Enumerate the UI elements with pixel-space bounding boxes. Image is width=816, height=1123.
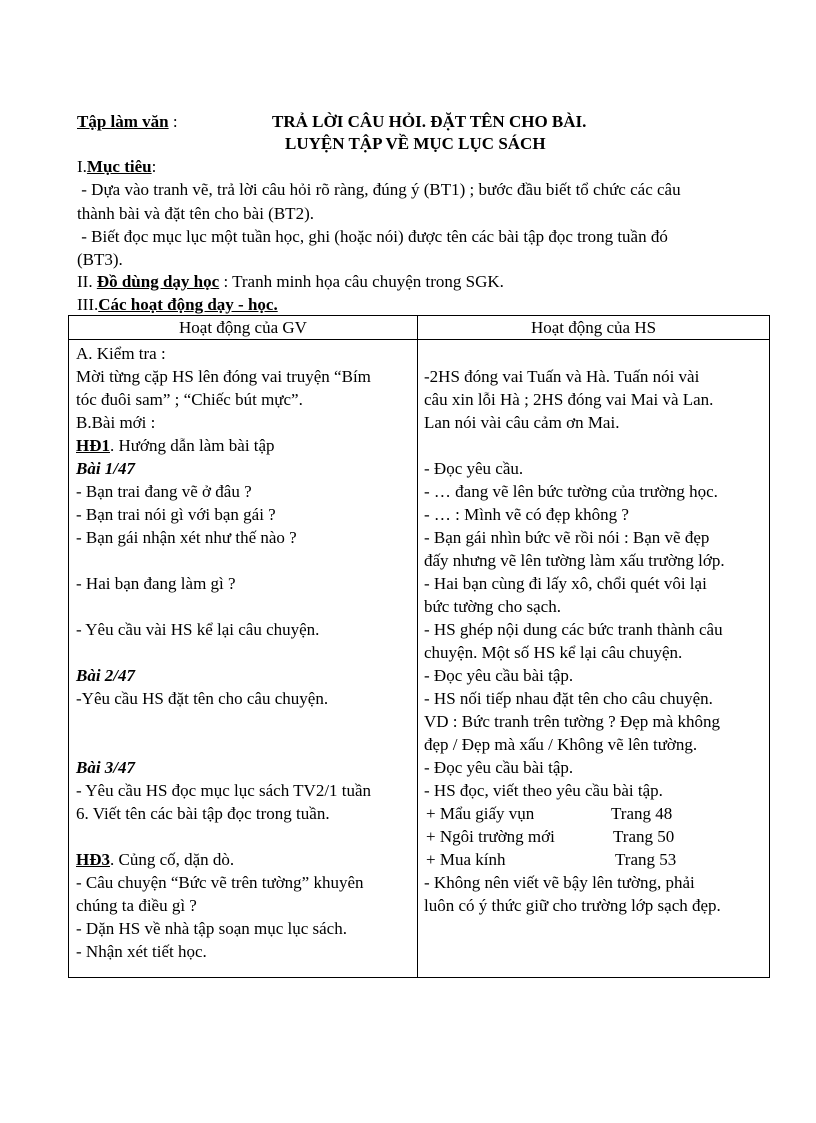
gv-q6: -Yêu cầu HS đặt tên cho câu chuyện. (76, 689, 329, 708)
hs-r8-vd-line2: đẹp / Đẹp mà xấu / Không vẽ lên tường. (424, 735, 698, 754)
objective-line-1: - Dựa vào tranh vẽ, trả lời câu hỏi rõ ràng, đúng ý (BT1) ; bước đầu biết tổ chức các câu (77, 180, 681, 199)
toc-page: Trang 53 (615, 850, 677, 869)
hs-r6-line1: - HS ghép nội dung các bức tranh thành câu (424, 620, 723, 639)
gv-hd1-label: HĐ1 (76, 436, 110, 455)
gv-q2: - Bạn trai nói gì với bạn gái ? (76, 505, 276, 524)
hs-r6-line2: chuyện. Một số HS kể lại câu chuyện. (424, 643, 683, 662)
objective-line-3: - Biết đọc mục lục một tuần học, ghi (hoặc nói) được tên các bài tập đọc trong tuần đó (77, 227, 668, 246)
hs-a-line2: câu xin lỗi Hà ; 2HS đóng vai Mai và Lan. (424, 390, 714, 409)
objectives-title: Mục tiêu (86, 157, 152, 176)
hs-r9: - Đọc yêu cầu bài tập. (424, 758, 574, 777)
toc-title: Mua kính (439, 850, 506, 869)
gv-q7-line1: - Yêu cầu HS đọc mục lục sách TV2/1 tuần (76, 781, 372, 800)
toc-entry (426, 849, 505, 871)
objective-line-4: (BT3). (77, 250, 123, 269)
hs-r2: - … đang vẽ lên bức tường của trường học. (424, 482, 718, 501)
hs-r11-line1: - Không nên viết vẽ bậy lên tường, phải (424, 873, 695, 892)
hs-r4-line1: - Bạn gái nhìn bức vẽ rồi nói : Bạn vẽ đẹp (424, 528, 710, 547)
gv-hd3 (76, 849, 234, 871)
lesson-activities-table (68, 315, 770, 978)
gv-b-baimoi: B.Bài mới : (76, 413, 156, 432)
lesson-title-line1: TRẢ LỜI CÂU HỎI. ĐẶT TÊN CHO BÀI. (272, 112, 587, 131)
materials-text: : Tranh minh họa câu chuyện trong SGK. (219, 272, 504, 291)
gv-c1-line2: chúng ta điều gì ? (76, 896, 197, 915)
gv-hd3-text: . Củng cố, dặn dò. (110, 850, 235, 869)
hs-r11-line2: luôn có ý thức giữ cho trường lớp sạch đẹp. (424, 896, 721, 915)
hs-r7: - Đọc yêu cầu bài tập. (424, 666, 574, 685)
hs-r3: - … : Mình vẽ có đẹp không ? (424, 505, 629, 524)
hs-column (418, 340, 770, 978)
subject-colon: : (168, 112, 178, 131)
gv-a-kiemtra: A. Kiểm tra : (76, 344, 166, 363)
hs-r4-line2: đấy nhưng vẽ lên tường làm xấu trường lớp. (424, 551, 725, 570)
toc-bullet: + (426, 827, 436, 846)
materials-heading: Đồ dùng dạy học (96, 272, 220, 291)
objectives-colon: : (151, 157, 157, 176)
hs-r8: - HS nối tiếp nhau đặt tên cho câu chuyện. (424, 689, 713, 708)
gv-c2: - Dặn HS về nhà tập soạn mục lục sách. (76, 919, 347, 938)
toc-page: Trang 48 (611, 804, 673, 823)
gv-q4: - Hai bạn đang làm gì ? (76, 574, 236, 593)
gv-q1: - Bạn trai đang vẽ ở đâu ? (76, 482, 252, 501)
table-body-row (69, 340, 770, 978)
header-hs: Hoạt động của HS (418, 316, 770, 340)
objectives-heading (77, 157, 156, 177)
gv-q5: - Yêu cầu vài HS kể lại câu chuyện. (76, 620, 320, 639)
toc-entry (426, 803, 534, 825)
lesson-title-line2: LUYỆN TẬP VỀ MỤC LỤC SÁCH (285, 134, 546, 153)
hs-a-line1: -2HS đóng vai Tuấn và Hà. Tuấn nói vài (424, 367, 700, 386)
toc-title: Ngôi trường mới (439, 827, 555, 846)
materials-roman: II. (77, 272, 97, 291)
hs-r8-vd-line1: VD : Bức tranh trên tường ? Đẹp mà không (424, 712, 721, 731)
objectives-roman: I. (77, 157, 87, 176)
gv-q3: - Bạn gái nhận xét như thế nào ? (76, 528, 297, 547)
activities-title: Các hoạt động dạy - học. (98, 295, 278, 314)
hs-a-line3: Lan nói vài câu cảm ơn Mai. (424, 413, 620, 432)
subject-label (77, 112, 178, 132)
gv-hd3-label: HĐ3 (76, 850, 110, 869)
hs-r10: - HS đọc, viết theo yêu cầu bài tập. (424, 781, 663, 800)
hs-r5-line1: - Hai bạn cùng đi lấy xô, chổi quét vôi lại (424, 574, 707, 593)
subject-name: Tập làm văn (77, 112, 169, 131)
table-header-row (69, 316, 770, 340)
toc-title: Mẩu giấy vụn (439, 804, 535, 823)
activities-heading (77, 295, 278, 315)
gv-bai1: Bài 1/47 (76, 459, 136, 478)
gv-c1-line1: - Câu chuyện “Bức vẽ trên tường” khuyên (76, 873, 364, 892)
toc-bullet: + (426, 850, 436, 869)
hs-r1: - Đọc yêu cầu. (424, 459, 524, 478)
gv-hd1-text: . Hướng dẫn làm bài tập (110, 436, 275, 455)
gv-bai2: Bài 2/47 (76, 666, 136, 685)
toc-entry (426, 826, 555, 848)
header-gv: Hoạt động của GV (69, 316, 418, 340)
hs-r5-line2: bức tường cho sạch. (424, 597, 561, 616)
gv-column (69, 340, 418, 978)
toc-bullet: + (426, 804, 436, 823)
toc-page: Trang 50 (613, 827, 675, 846)
gv-a-line2: tóc đuôi sam” ; “Chiếc bút mực”. (76, 390, 303, 409)
gv-q7-line2: 6. Viết tên các bài tập đọc trong tuần. (76, 804, 330, 823)
gv-hd1 (76, 435, 275, 457)
gv-a-line1: Mời từng cặp HS lên đóng vai truyện “Bím (76, 367, 371, 386)
materials-line (77, 272, 504, 292)
activities-roman: III. (77, 295, 99, 314)
gv-bai3: Bài 3/47 (76, 758, 136, 777)
gv-c3: - Nhận xét tiết học. (76, 942, 207, 961)
objective-line-2: thành bài và đặt tên cho bài (BT2). (77, 204, 314, 223)
